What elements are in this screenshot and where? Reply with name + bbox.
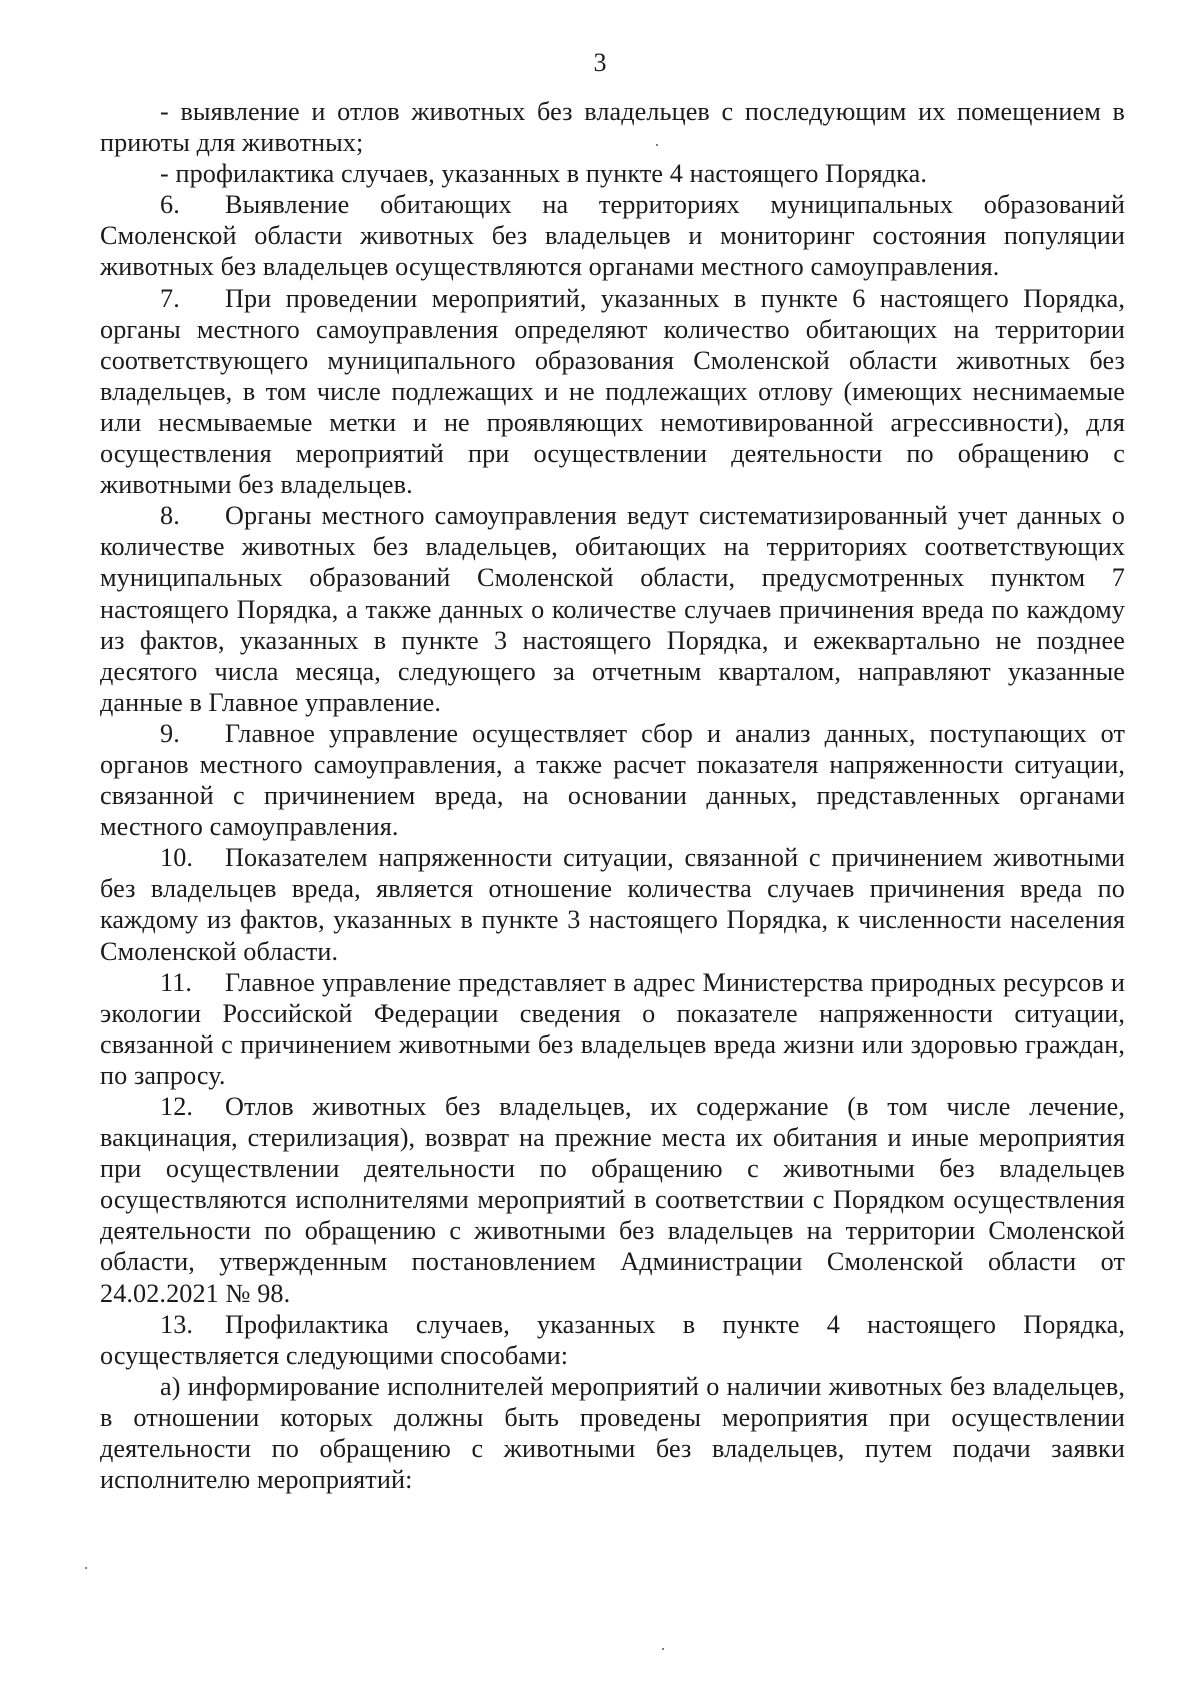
paragraph-number: 11. — [160, 967, 193, 997]
paragraph-6 — [100, 189, 1125, 282]
paragraph-text: Выявление обитающих на территориях муниципальных образований Смоленской области животных без владельцев и мониторинг состояния популяции животных без владельцев осуществляются органами местного самоуправления. — [100, 190, 1125, 282]
paragraph-12 — [100, 1091, 1125, 1309]
scan-speck — [85, 1567, 87, 1569]
scan-speck — [656, 144, 658, 146]
paragraph-number: 7. — [160, 283, 180, 313]
paragraph-number: 8. — [160, 501, 180, 531]
paragraph-text: Профилактика случаев, указанных в пункте 4 настоящего Порядка, осуществляется следующими способами: — [100, 1309, 1125, 1370]
paragraph-number: 13. — [160, 1309, 194, 1339]
paragraph-9 — [100, 718, 1125, 842]
paragraph-text: Отлов животных без владельцев, их содержание (в том числе лечение, вакцинация, стерилизация), возврат на прежние места их обитания и иные мероприятия при осуществлении деятельности по обращению с животными без владельцев осуществляются исполнителями мероприятий в соответствии с Порядком осуществления деятельности по обращению с животными без владельцев на территории Смоленской области, утвержденным постановлением Администрации Смоленской области от 24.02.2021 № 98. — [100, 1092, 1125, 1308]
paragraph-number: 6. — [160, 190, 180, 220]
paragraph-text: Показателем напряженности ситуации, связанной с причинением животными без владельцев вреда, является отношение количества случаев причинения вреда по каждому из фактов, указанных в пункте 3 настоящего Порядка, к численности населения Смоленской области. — [100, 843, 1125, 966]
bullet-item: - выявление и отлов животных без владельцев с последующим их помещением в приюты для животных; — [100, 97, 1125, 158]
paragraph-number: 10. — [160, 843, 194, 873]
paragraph-7 — [100, 283, 1125, 501]
paragraph-10 — [100, 842, 1125, 966]
paragraph-text: Главное управление представляет в адрес Министерства природных ресурсов и экологии Российской Федерации сведения о показателе напряженности ситуации, связанной с причинением животными без владельцев вреда жизни или здоровью граждан, по запросу. — [100, 967, 1125, 1090]
bullet-item: - профилактика случаев, указанных в пункте 4 настоящего Порядка. — [160, 159, 927, 189]
paragraph-text: Органы местного самоуправления ведут систематизированный учет данных о количестве животных без владельцев, обитающих на территориях соответствующих муниципальных образований Смоленской области, предусмотренных пунктом 7 настоящего Порядка, а также данных о количестве случаев причинения вреда по каждому из фактов, указанных в пункте 3 настоящего Порядка, и ежеквартально не позднее десятого числа месяца, следующего за отчетным кварталом, направляют указанные данные в Главное управление. — [100, 501, 1125, 717]
document-body — [100, 96, 1125, 1495]
subitem-a: а) информирование исполнителей мероприятий о наличии животных без владельцев, в отношении которых должны быть проведены мероприятия при осуществлении деятельности по обращению с животными без владельцев, путем подачи заявки исполнителю мероприятий: — [100, 1371, 1125, 1495]
paragraph-number: 9. — [160, 718, 180, 748]
paragraph-11 — [100, 967, 1125, 1091]
paragraph-13 — [100, 1309, 1125, 1371]
scan-speck — [662, 1648, 664, 1650]
paragraph-text: При проведении мероприятий, указанных в пункте 6 настоящего Порядка, органы местного самоуправления определяют количество обитающих на территории соответствующего муниципального образования Смоленской области животных без владельцев, в том числе подлежащих и не подлежащих отлову (имеющих неснимаемые или несмываемые метки и не проявляющих немотивированной агрессивности), для осуществления мероприятий при осуществлении деятельности по обращению с животными без владельцев. — [100, 283, 1125, 500]
paragraph-8 — [100, 500, 1125, 718]
paragraph-number: 12. — [160, 1092, 194, 1121]
paragraph-text: Главное управление осуществляет сбор и анализ данных, поступающих от органов местного самоуправления, а также расчет показателя напряженности ситуации, связанной с причинением вреда, на основании данных, представленных органами местного самоуправления. — [100, 718, 1125, 842]
page-number: 3 — [593, 48, 607, 77]
